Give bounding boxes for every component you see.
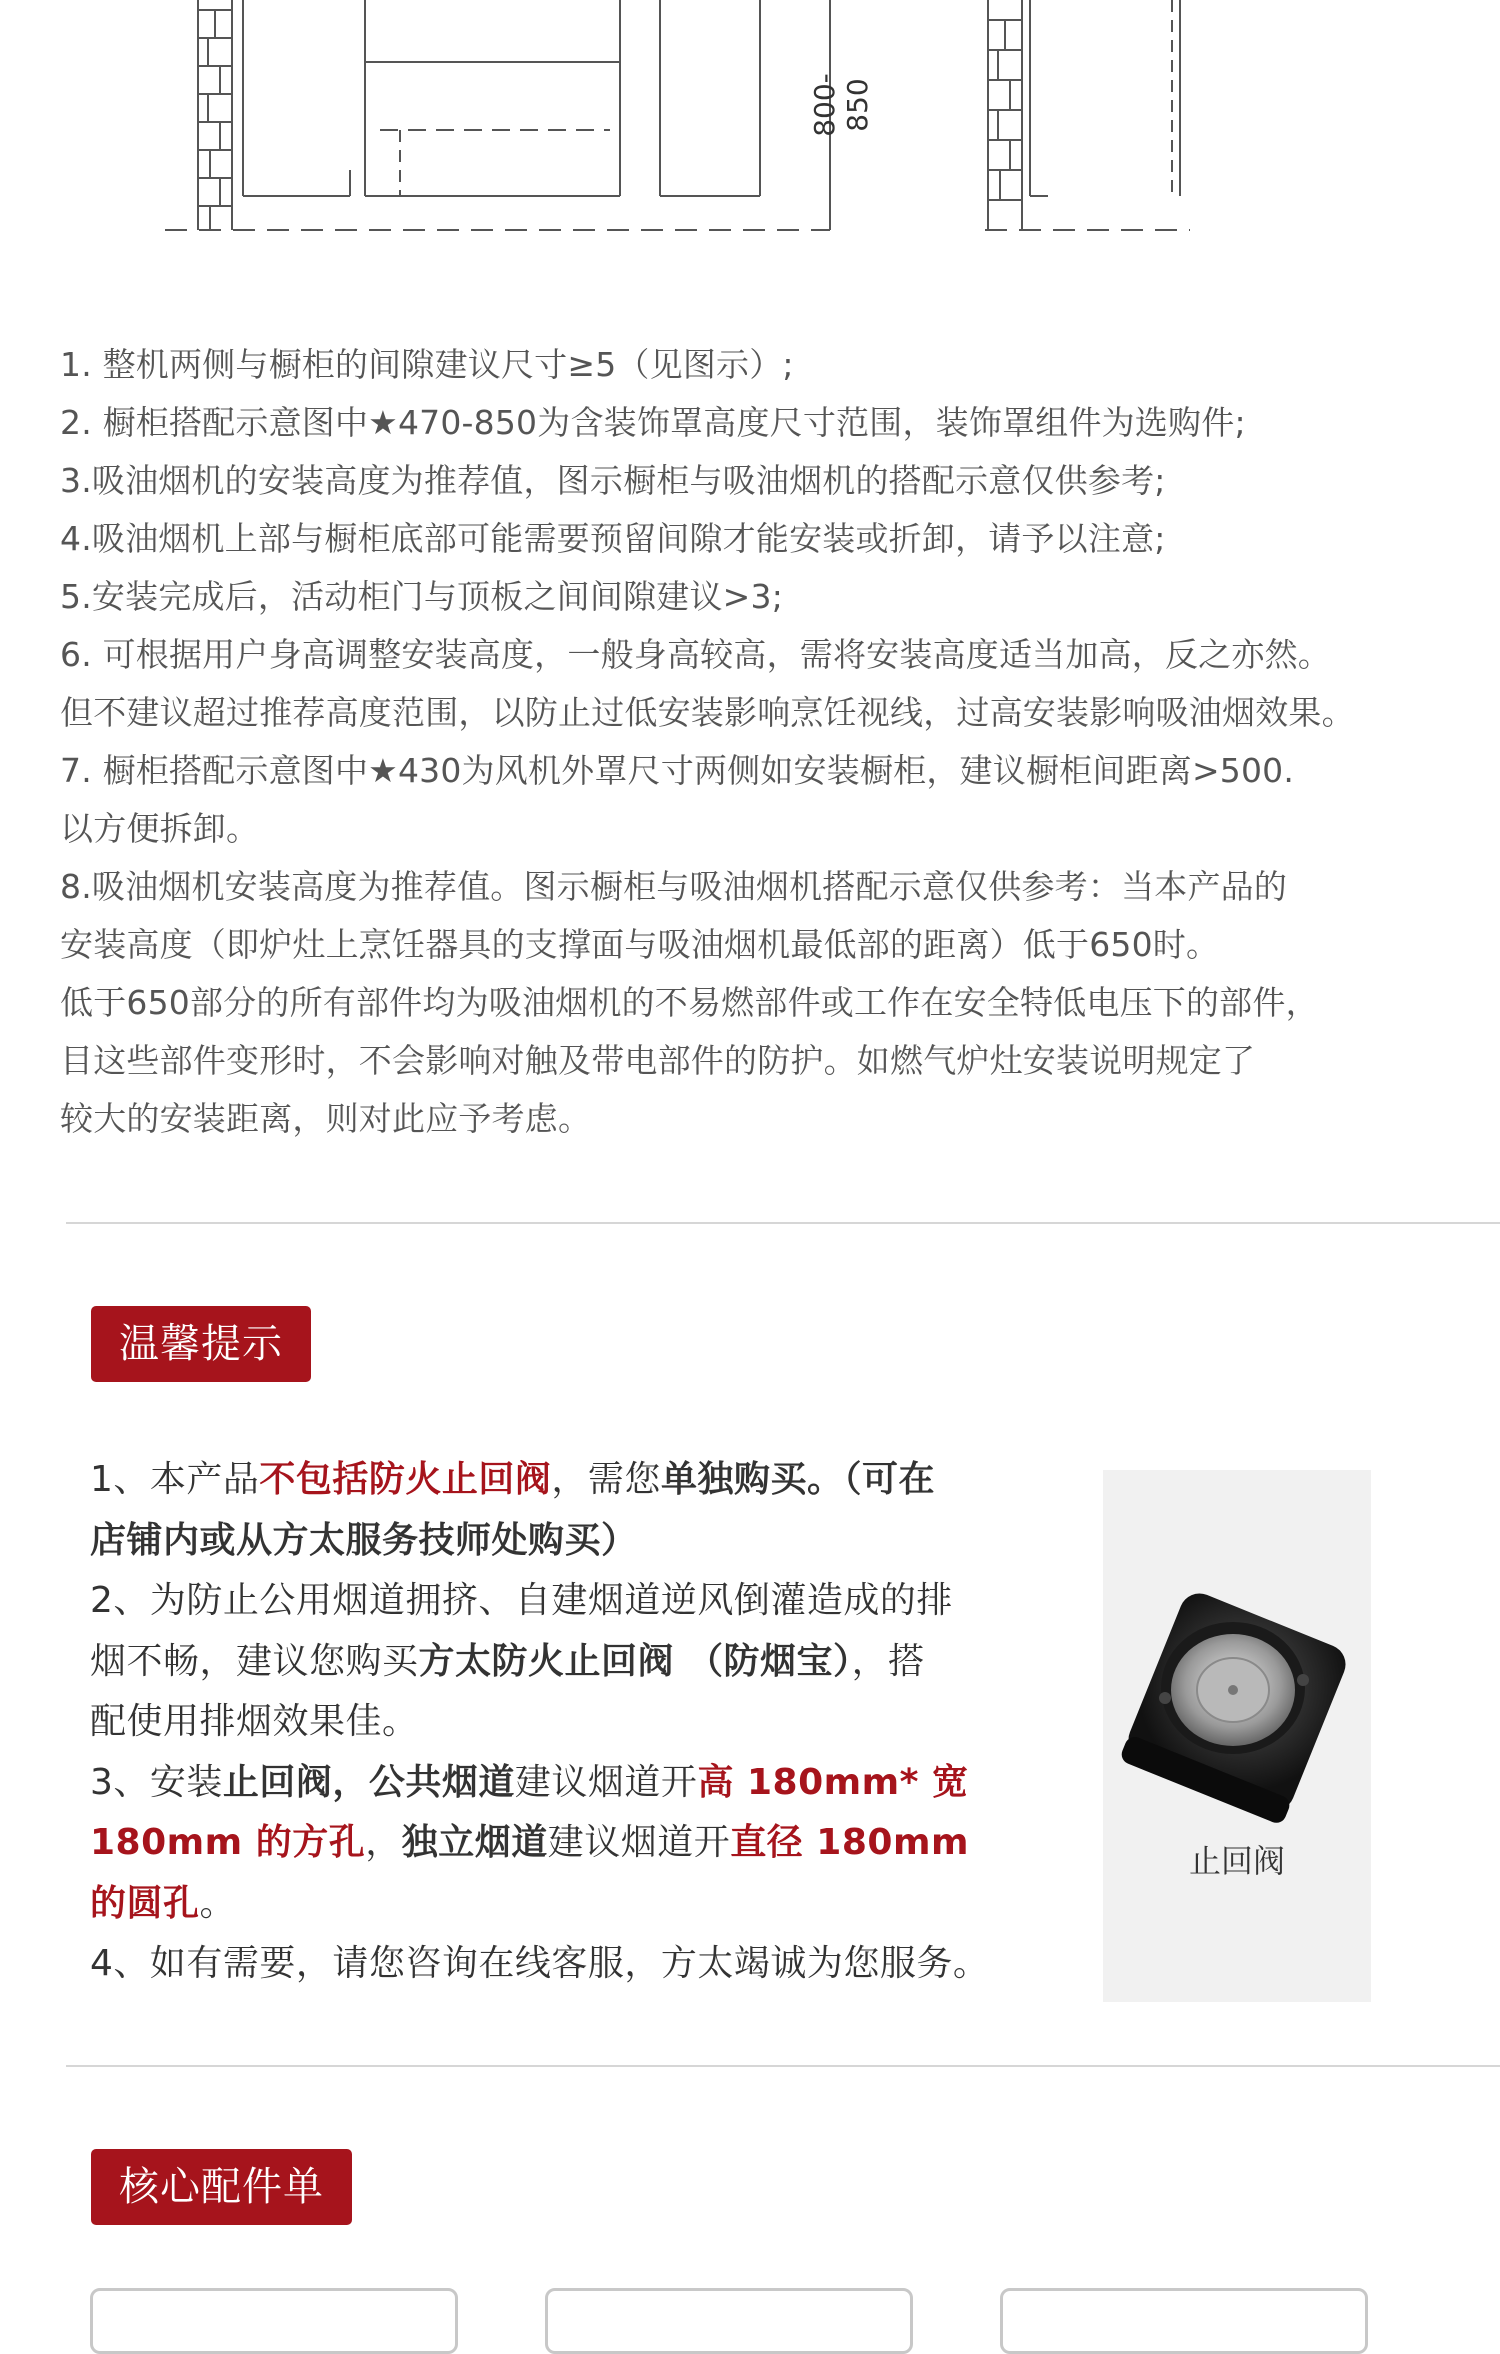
check-valve-image-card bbox=[1103, 1470, 1371, 2002]
note-line: 3.吸油烟机的安装高度为推荐值，图示橱柜与吸油烟机的搭配示意仅供参考; bbox=[60, 461, 1166, 500]
tip-item-4: 4、如有需要，请您咨询在线客服，方太竭诚为您服务。 bbox=[90, 1943, 990, 1984]
parts-card bbox=[545, 2288, 913, 2354]
parts-section-title: 核心配件单 bbox=[91, 2149, 352, 2225]
installation-notes bbox=[60, 336, 1480, 1148]
note-line: 安装高度（即炉灶上烹饪器具的支撑面与吸油烟机最低部的距离）低于650时。 bbox=[60, 925, 1220, 964]
tips-section-title: 温馨提示 bbox=[91, 1306, 311, 1382]
tip-item-1: 1、本产品不包括防火止回阀，需您单独购买。（可在 bbox=[90, 1459, 935, 1500]
tip-item-2: 2、为防止公用烟道拥挤、自建烟道逆风倒灌造成的排 bbox=[90, 1580, 953, 1621]
section-divider bbox=[66, 2065, 1500, 2067]
tip-item-1-cont: 店铺内或从方太服务技师处购买） bbox=[90, 1519, 638, 1561]
note-line: 2. 橱柜搭配示意图中★470-850为含装饰罩高度尺寸范围，装饰罩组件为选购件; bbox=[60, 403, 1246, 442]
tip-item-2-cont: 配使用排烟效果佳。 bbox=[90, 1701, 419, 1742]
dimension-label: 800-850 bbox=[808, 73, 874, 137]
note-line: 1. 整机两侧与橱柜的间隙建议尺寸≥5（见图示）; bbox=[60, 345, 794, 384]
tip-item-3-cont: 180mm 的方孔，独立烟道建议烟道开直径 180mm bbox=[90, 1822, 969, 1863]
note-line: 7. 橱柜搭配示意图中★430为风机外罩尺寸两侧如安装橱柜，建议橱柜间距离>500. bbox=[60, 751, 1295, 790]
note-line: 但不建议超过推荐高度范围，以防止过低安装影响烹饪视线，过高安装影响吸油烟效果。 bbox=[60, 693, 1355, 732]
left-wall-bricks bbox=[198, 0, 232, 230]
tips-list bbox=[90, 1450, 1025, 1995]
check-valve-caption: 止回阀 bbox=[1188, 1842, 1285, 1880]
note-line: 5.安装完成后，活动柜门与顶板之间间隙建议>3; bbox=[60, 577, 784, 616]
section-divider bbox=[66, 1222, 1500, 1224]
note-line: 4.吸油烟机上部与橱柜底部可能需要预留间隙才能安装或折卸，请予以注意; bbox=[60, 519, 1166, 558]
note-line: 6. 可根据用户身高调整安装高度，一般身高较高，需将安装高度适当加高，反之亦然。 bbox=[60, 635, 1331, 674]
parts-card bbox=[1000, 2288, 1368, 2354]
note-line: 较大的安装距离，则对此应予考虑。 bbox=[60, 1099, 592, 1138]
note-line: 低于650部分的所有部件均为吸油烟机的不易燃部件或工作在安全特低电压下的部件， bbox=[60, 983, 1319, 1022]
parts-card bbox=[90, 2288, 458, 2354]
note-line: 8.吸油烟机安装高度为推荐值。图示橱柜与吸油烟机搭配示意仅供参考：当本产品的 bbox=[60, 867, 1288, 906]
note-line: 以方便拆卸。 bbox=[60, 809, 260, 848]
tip-item-3-cont: 的圆孔。 bbox=[90, 1882, 237, 1924]
tip-item-2-cont: 烟不畅，建议您购买方太防火止回阀 （防烟宝），搭 bbox=[90, 1640, 925, 1682]
note-line: 目这些部件变形时，不会影响对触及带电部件的防护。如燃气炉灶安装说明规定了 bbox=[60, 1041, 1256, 1080]
tip-item-3: 3、安装止回阀，公共烟道建议烟道开高 180mm* 宽 bbox=[90, 1761, 969, 1803]
cabinet-installation-diagram bbox=[0, 0, 1500, 250]
